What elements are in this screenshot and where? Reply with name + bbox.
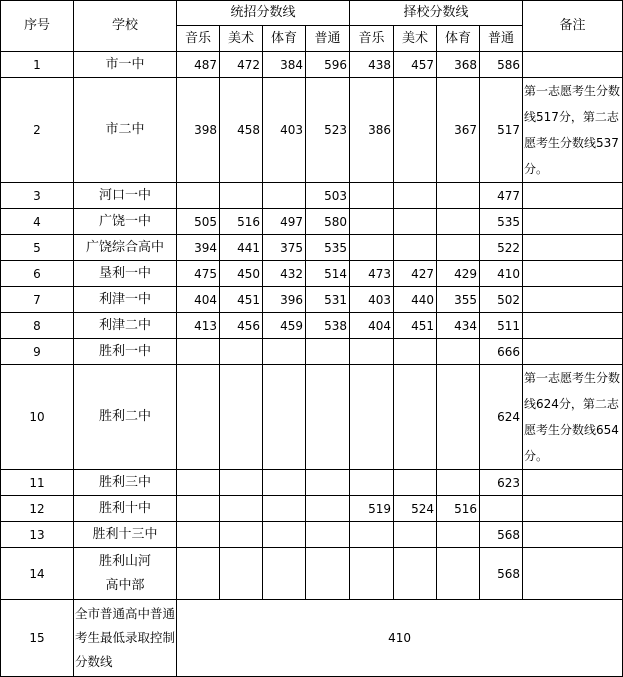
row-seq: 1 [1,52,74,78]
score-cell: 368 [437,52,480,78]
score-cell: 497 [263,209,306,235]
score-cell: 459 [263,313,306,339]
row-school [74,548,177,600]
row-school-line: 胜利山河 [98,553,151,569]
score-cell [437,365,480,470]
table-row [1,209,623,235]
summary-value: 410 [177,600,623,677]
score-cell: 404 [177,287,220,313]
score-cell: 568 [480,522,523,548]
header-unified: 统招分数线 [177,1,350,26]
row-seq: 11 [1,470,74,496]
score-cell [220,339,263,365]
score-cell [306,339,350,365]
score-cell: 394 [177,235,220,261]
row-remark [523,339,623,365]
score-cell: 472 [220,52,263,78]
score-cell: 517 [480,78,523,183]
score-cell: 523 [306,78,350,183]
header-unified-music: 音乐 [177,26,220,52]
row-remark [523,522,623,548]
score-cell [394,365,437,470]
score-cell [263,183,306,209]
score-cell [394,209,437,235]
score-cell [350,522,394,548]
score-cell [306,548,350,600]
score-cell [437,209,480,235]
table-row [1,365,623,470]
score-cell [263,548,306,600]
header-unified-art: 美术 [220,26,263,52]
score-cell [263,496,306,522]
table-row [1,261,623,287]
row-school: 胜利十三中 [74,522,177,548]
row-remark [523,313,623,339]
score-cell: 586 [480,52,523,78]
score-cell: 522 [480,235,523,261]
score-cell: 427 [394,261,437,287]
score-cell [306,365,350,470]
score-cell [220,183,263,209]
score-cell: 432 [263,261,306,287]
table-row [1,287,623,313]
header-remark: 备注 [523,1,623,52]
score-cell: 386 [350,78,394,183]
score-cell [263,522,306,548]
score-cell [437,470,480,496]
score-cell: 457 [394,52,437,78]
score-cell: 404 [350,313,394,339]
score-cell: 367 [437,78,480,183]
score-cell: 450 [220,261,263,287]
header-unified-pe: 体育 [263,26,306,52]
table-row [1,78,623,183]
score-cell [220,522,263,548]
score-cell: 429 [437,261,480,287]
score-cell: 451 [220,287,263,313]
score-cell: 410 [480,261,523,287]
row-seq: 3 [1,183,74,209]
score-cell [394,183,437,209]
row-seq: 2 [1,78,74,183]
header-select-music: 音乐 [350,26,394,52]
score-cell [263,470,306,496]
score-cell [350,470,394,496]
row-school: 市一中 [74,52,177,78]
row-school: 垦利一中 [74,261,177,287]
score-cell [263,339,306,365]
row-seq: 6 [1,261,74,287]
score-cell: 355 [437,287,480,313]
score-cell [177,548,220,600]
score-cell [437,183,480,209]
score-cell: 413 [177,313,220,339]
score-cell [220,548,263,600]
score-cell [350,339,394,365]
score-cell: 434 [437,313,480,339]
score-cell [394,470,437,496]
score-cell [177,365,220,470]
header-seq: 序号 [1,1,74,52]
row-seq: 9 [1,339,74,365]
score-cell: 516 [437,496,480,522]
header-select-art: 美术 [394,26,437,52]
row-remark [523,287,623,313]
row-remark: 第一志愿考生分数线517分，第二志愿考生分数线537分。 [523,78,623,183]
score-cell: 473 [350,261,394,287]
score-cell: 568 [480,548,523,600]
row-remark [523,235,623,261]
score-cell [220,470,263,496]
score-cell: 403 [263,78,306,183]
score-cell [394,78,437,183]
table-row [1,52,623,78]
score-cell [394,522,437,548]
row-seq: 5 [1,235,74,261]
score-cell [177,183,220,209]
score-cell: 505 [177,209,220,235]
score-cell: 503 [306,183,350,209]
row-seq: 15 [1,600,74,677]
row-school: 胜利一中 [74,339,177,365]
header-select-general: 普通 [480,26,523,52]
score-cell [220,496,263,522]
score-cell: 403 [350,287,394,313]
row-seq: 14 [1,548,74,600]
score-cell: 441 [220,235,263,261]
score-cell [437,339,480,365]
row-seq: 10 [1,365,74,470]
table-row [1,313,623,339]
score-cell: 524 [394,496,437,522]
row-school: 广饶一中 [74,209,177,235]
score-cell [437,548,480,600]
row-school-line: 高中部 [105,577,145,593]
score-cell: 375 [263,235,306,261]
score-cell [480,496,523,522]
table-row [1,522,623,548]
row-remark [523,52,623,78]
score-cell: 624 [480,365,523,470]
score-cell: 451 [394,313,437,339]
score-cell: 475 [177,261,220,287]
row-seq: 8 [1,313,74,339]
score-cell [394,235,437,261]
row-seq: 13 [1,522,74,548]
score-cell: 514 [306,261,350,287]
row-remark [523,548,623,600]
row-seq: 4 [1,209,74,235]
score-cell: 580 [306,209,350,235]
table-row [1,183,623,209]
score-cell: 487 [177,52,220,78]
score-cell [220,365,263,470]
score-cell [437,522,480,548]
header-select: 择校分数线 [350,1,523,26]
row-school: 市二中 [74,78,177,183]
score-cell: 535 [480,209,523,235]
score-cell [350,209,394,235]
score-cell: 623 [480,470,523,496]
row-remark [523,261,623,287]
row-school: 利津二中 [74,313,177,339]
row-remark [523,496,623,522]
header-unified-general: 普通 [306,26,350,52]
row-school: 广饶综合高中 [74,235,177,261]
header-select-pe: 体育 [437,26,480,52]
score-cell [177,470,220,496]
score-cell: 596 [306,52,350,78]
score-cell: 511 [480,313,523,339]
table-row [1,470,623,496]
score-cell: 440 [394,287,437,313]
score-cell [306,522,350,548]
row-school: 河口一中 [74,183,177,209]
score-cell: 535 [306,235,350,261]
score-cell: 538 [306,313,350,339]
row-remark [523,209,623,235]
score-cell: 502 [480,287,523,313]
score-cell [306,496,350,522]
score-cell: 516 [220,209,263,235]
score-cell [350,235,394,261]
score-cell: 384 [263,52,306,78]
score-cell [177,522,220,548]
table-row [1,496,623,522]
score-cell [394,339,437,365]
score-cell: 531 [306,287,350,313]
row-seq: 7 [1,287,74,313]
table-row [1,548,623,600]
score-cell: 396 [263,287,306,313]
score-cell [350,365,394,470]
score-cell [177,496,220,522]
row-school: 胜利三中 [74,470,177,496]
row-school: 全市普通高中普通考生最低录取控制分数线 [74,600,177,677]
row-school: 利津一中 [74,287,177,313]
table-row [1,339,623,365]
score-cell: 438 [350,52,394,78]
score-cell: 458 [220,78,263,183]
table-row-summary [1,600,623,677]
row-remark [523,470,623,496]
score-cell [177,339,220,365]
header-school: 学校 [74,1,177,52]
score-cell [437,235,480,261]
score-cell: 477 [480,183,523,209]
row-remark: 第一志愿考生分数线624分，第二志愿考生分数线654分。 [523,365,623,470]
score-cell [394,548,437,600]
score-cell [350,183,394,209]
score-cell [263,365,306,470]
score-cell: 666 [480,339,523,365]
row-school: 胜利二中 [74,365,177,470]
score-cell [306,470,350,496]
score-cell: 398 [177,78,220,183]
score-cell: 456 [220,313,263,339]
score-cell: 519 [350,496,394,522]
row-remark [523,183,623,209]
table-row [1,235,623,261]
score-cell [350,548,394,600]
row-school: 胜利十中 [74,496,177,522]
row-seq: 12 [1,496,74,522]
